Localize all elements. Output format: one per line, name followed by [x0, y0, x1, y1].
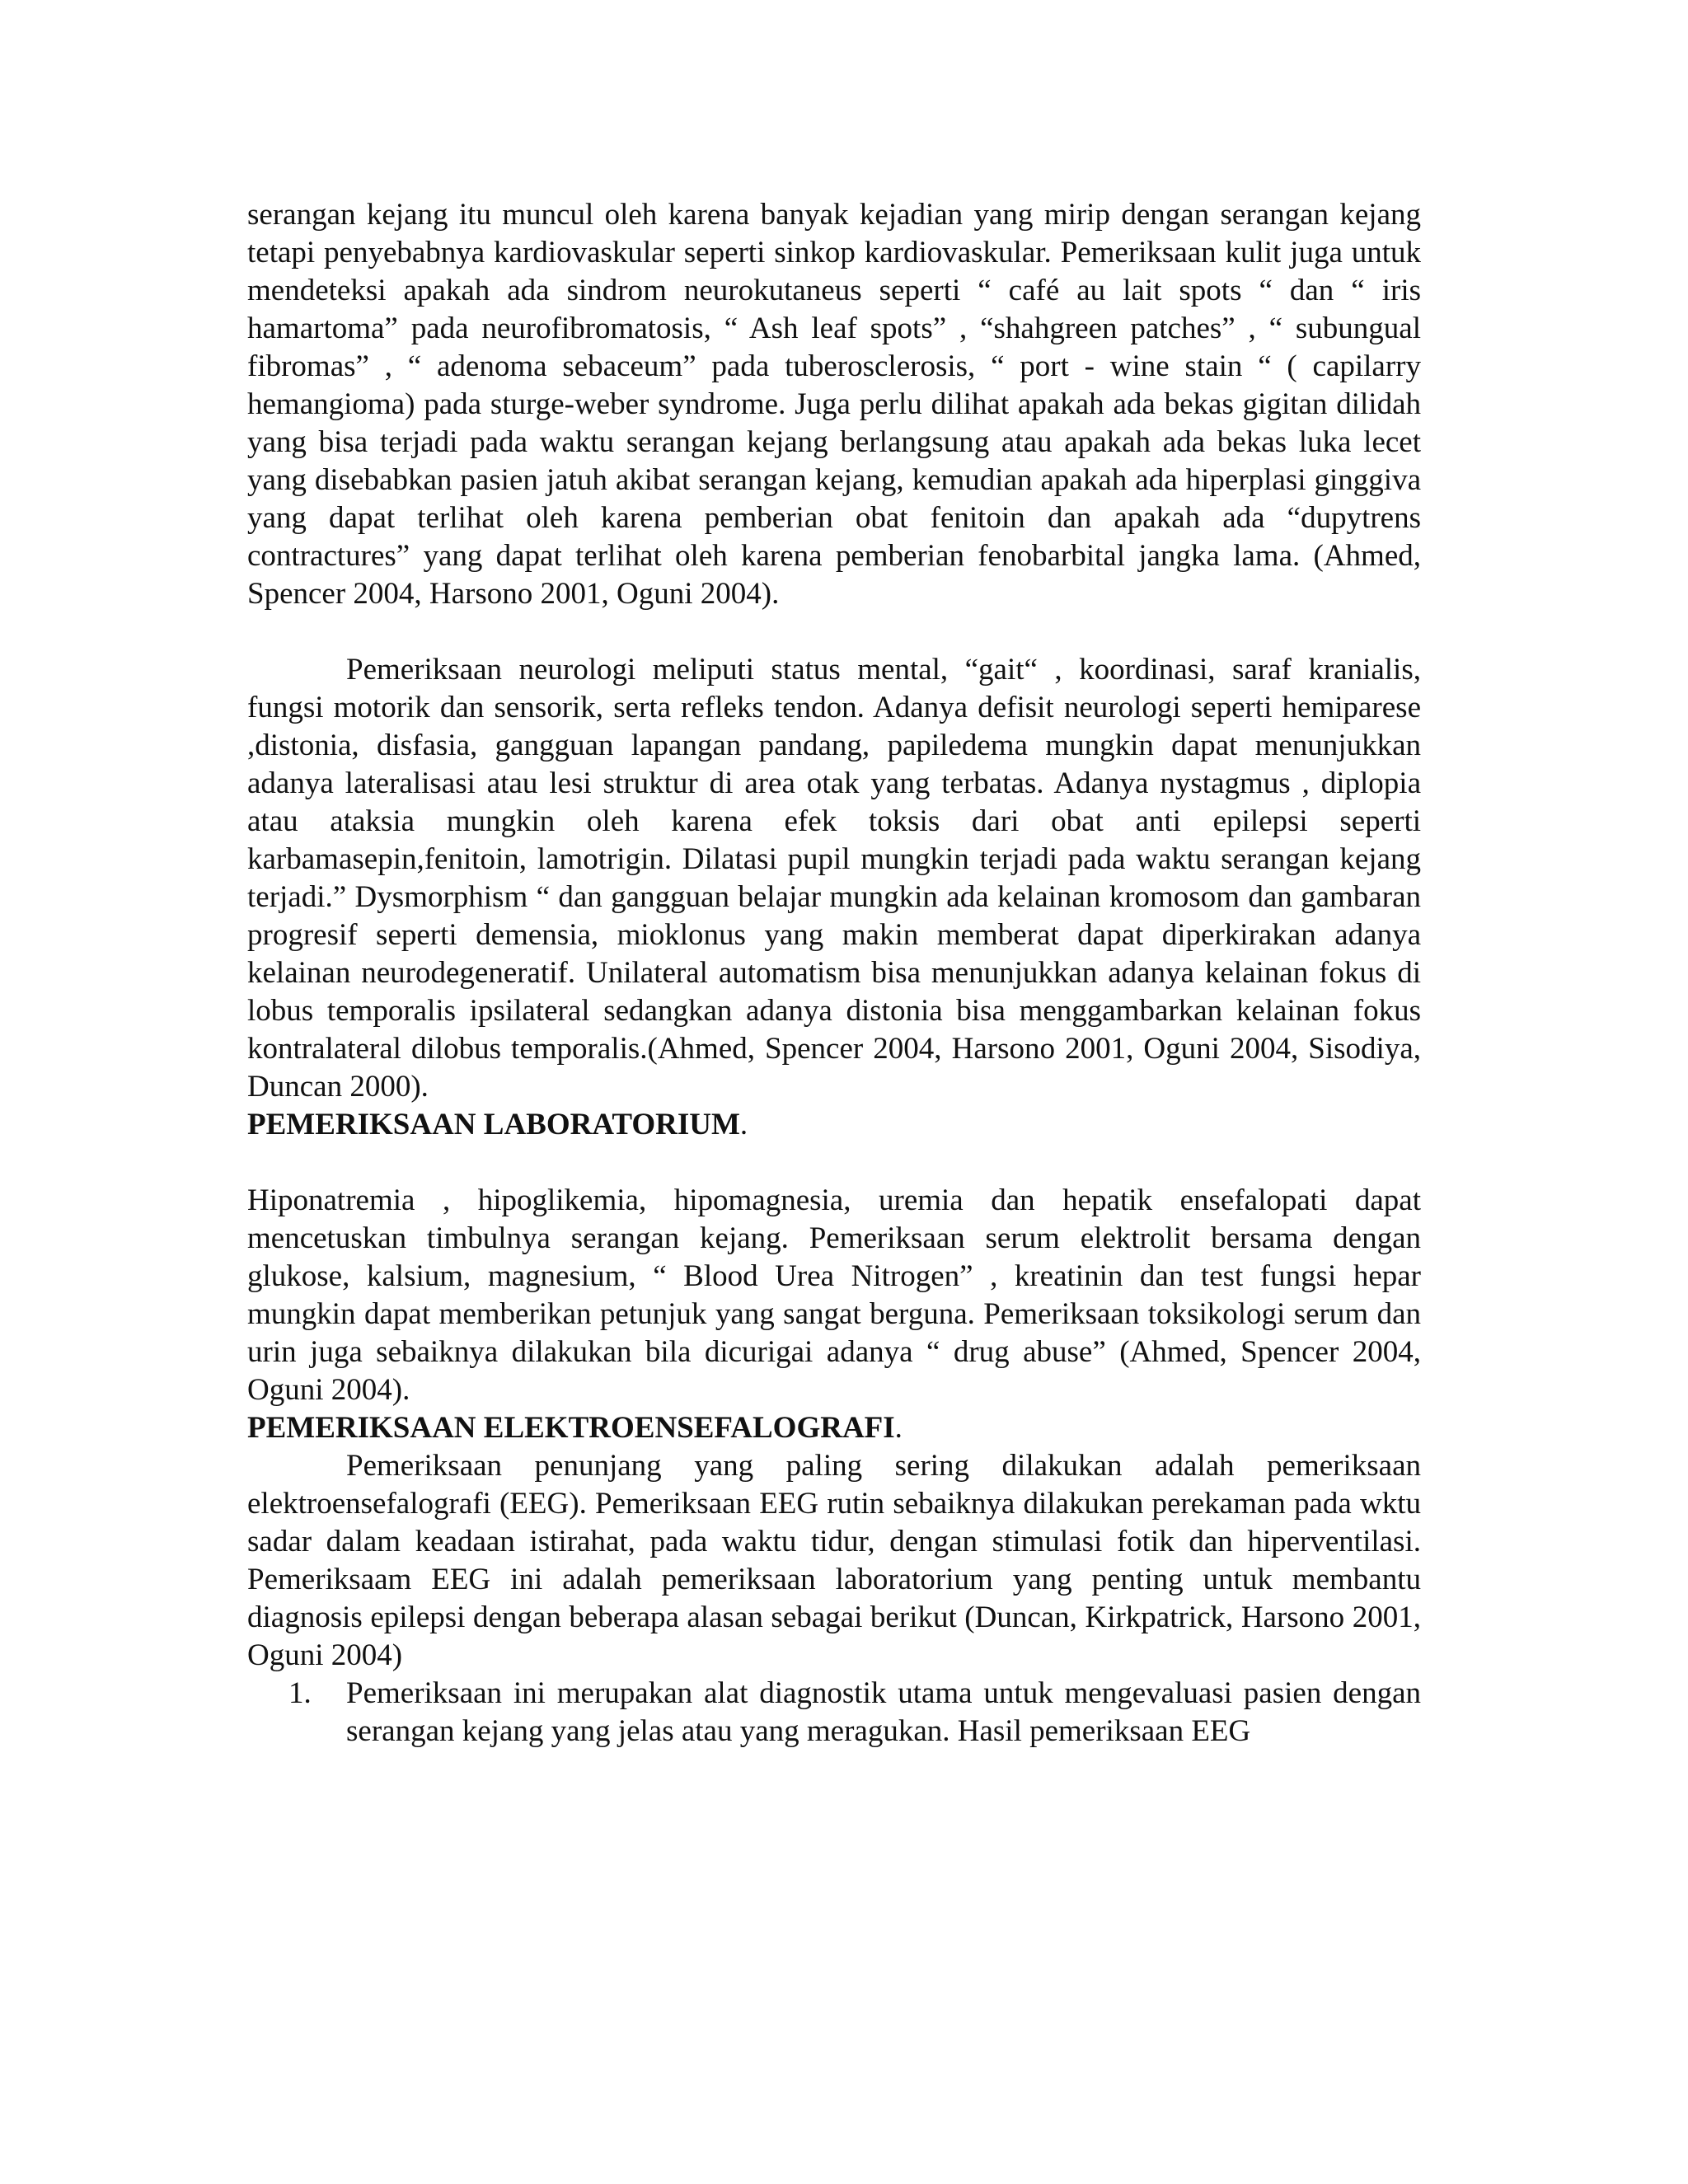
list-item-text: Pemeriksaan ini merupakan alat diagnostik utama untuk mengevaluasi pasien dengan serangan kejang yang jelas atau yang meragukan. Hasil pemeriksaan EEG — [346, 1676, 1421, 1748]
paragraph-laboratory: Hiponatremia , hipoglikemia, hipomagnesia, uremia dan hepatik ensefalopati dapat mencetuskan timbulnya serangan kejang. Pemeriksaan serum elektrolit bersama dengan glukose, kalsium, magnesium, “ Blood Urea Nitrogen” , kreatinin dan test fungsi hepar mungkin dapat memberikan petunjuk yang sangat berguna. Pemeriksaan toksikologi serum dan urin juga sebaiknya dilakukan bila dicurigai adanya “ drug abuse” (Ahmed, Spencer 2004, Oguni 2004). — [247, 1183, 1421, 1407]
heading-text: PEMERIKSAAN LABORATORIUM — [247, 1108, 740, 1141]
paragraph-neurological-examination: Pemeriksaan neurologi meliputi status mental, “gait“ , koordinasi, saraf kranialis, fungsi motorik dan sensorik, serta refleks tendon. Adanya defisit neurologi seperti hemiparese ,distonia, disfasia, gangguan lapangan pandang, papiledema mungkin dapat menunjukkan adanya lateralisasi atau lesi struktur di area otak yang terbatas. Adanya nystagmus , diplopia atau ataksia mungkin oleh karena efek toksis dari obat anti epilepsi seperti karbamasepin,fenitoin, lamotrigin. Dilatasi pupil mungkin terjadi pada waktu serangan kejang terjadi.” Dysmorphism “ dan gangguan belajar mungkin ada kelainan kromosom dan gambaran progresif seperti demensia, mioklonus yang makin memberat dapat diperkirakan adanya kelainan neurodegeneratif. Unilateral automatism bisa menunjukkan adanya kelainan fokus di lobus temporalis ipsilateral sedangkan adanya distonia bisa menggambarkan kelainan fokus kontralateral dilobus temporalis.(Ahmed, Spencer 2004, Harsono 2001, Oguni 2004, Sisodiya, Duncan 2000). — [247, 653, 1421, 1104]
list-item-number-wrap — [247, 1675, 346, 1750]
list-item-number: 1. — [288, 1676, 312, 1710]
heading-period: . — [739, 1108, 748, 1141]
document-page — [247, 196, 1421, 1750]
section-heading-eeg — [247, 1409, 1421, 1447]
paragraph-eeg: Pemeriksaan penunjang yang paling sering dilakukan adalah pemeriksaan elektroensefalografi (EEG). Pemeriksaan EEG rutin sebaiknya dilakukan perekaman pada wktu sadar dalam keadaan istirahat, pada waktu tidur, dengan stimulasi fotik dan hiperventilasi. Pemeriksaam EEG ini adalah pemeriksaan laboratorium yang penting untuk membantu diagnosis epilepsi dengan beberapa alasan sebagai berikut (Duncan, Kirkpatrick, Harsono 2001, Oguni 2004) — [247, 1449, 1421, 1672]
list-item — [247, 1675, 1421, 1750]
numbered-list — [247, 1675, 1421, 1750]
heading-text: PEMERIKSAAN ELEKTROENSEFALOGRAFI — [247, 1411, 895, 1445]
section-heading-laboratory — [247, 1106, 1421, 1144]
paragraph-skin-examination: serangan kejang itu muncul oleh karena banyak kejadian yang mirip dengan serangan kejang tetapi penyebabnya kardiovaskular seperti sinkop kardiovaskular. Pemeriksaan kulit juga untuk mendeteksi apakah ada sindrom neurokutaneus seperti “ café au lait spots “ dan “ iris hamartoma” pada neurofibromatosis, “ Ash leaf spots” , “shahgreen patches” , “ subungual fibromas” , “ adenoma sebaceum” pada tuberosclerosis, “ port - wine stain “ ( capilarry hemangioma) pada sturge-weber syndrome. Juga perlu dilihat apakah ada bekas gigitan dilidah yang bisa terjadi pada waktu serangan kejang berlangsung atau apakah ada bekas luka lecet yang disebabkan pasien jatuh akibat serangan kejang, kemudian apakah ada hiperplasi ginggiva yang dapat terlihat oleh karena pemberian obat fenitoin dan apakah ada “dupytrens contractures” yang dapat terlihat oleh karena pemberian fenobarbital jangka lama. (Ahmed, Spencer 2004, Harsono 2001, Oguni 2004). — [247, 198, 1421, 611]
heading-period: . — [894, 1411, 903, 1445]
